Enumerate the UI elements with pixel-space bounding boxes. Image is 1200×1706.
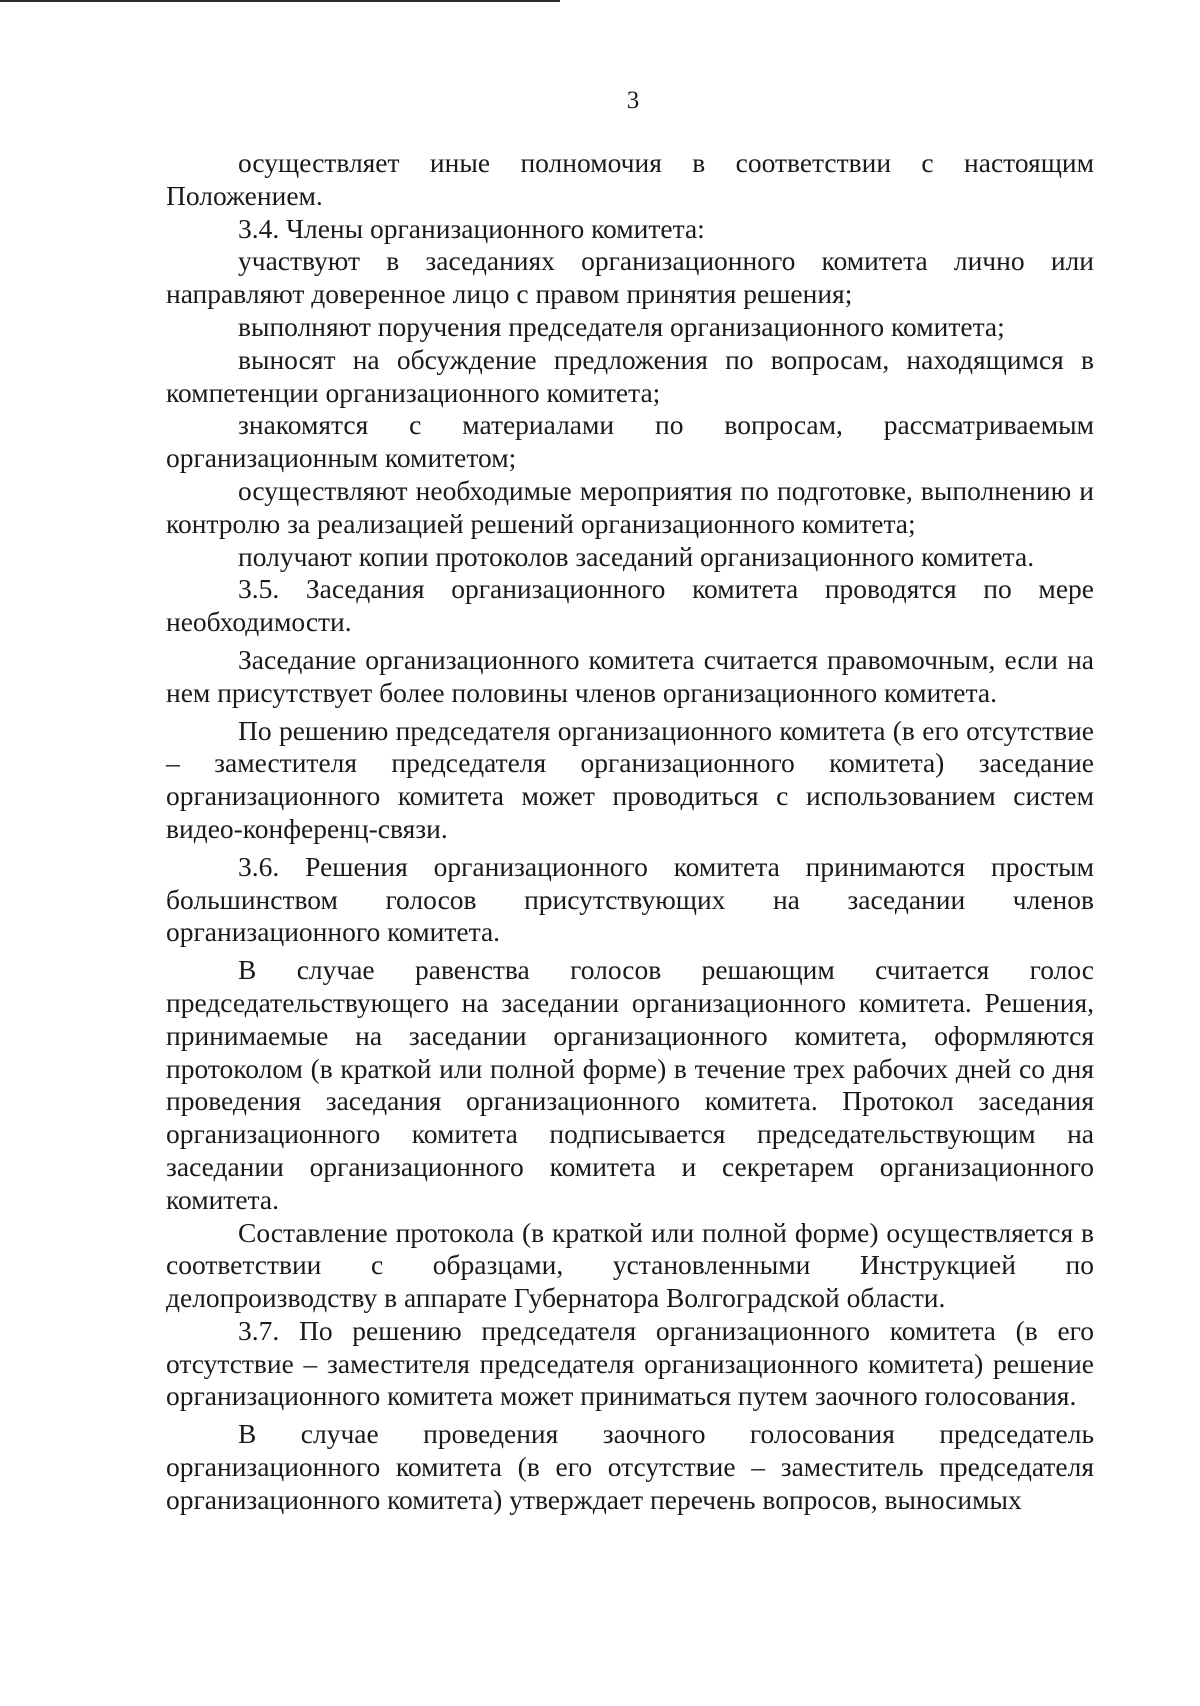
paragraph: 3.5. Заседания организационного комитета проводятся по мере необходимости.	[166, 573, 1094, 638]
paragraph: 3.6. Решения организационного комитета принимаются простым большинством голосов присутствующих на заседании членов организационного комитета.	[166, 850, 1094, 948]
paragraph: 3.4. Члены организационного комитета:	[238, 212, 705, 244]
paragraph: Составление протокола (в краткой или полной форме) осуществляется в соответствии с образцами, установленными Инструкцией по делопроизводству в аппарате Губернатора Волгоградской области.	[166, 1216, 1094, 1314]
paragraph: Заседание организационного комитета считается правомочным, если на нем присутствует более половины членов организационного комитета.	[166, 643, 1094, 708]
paragraph: выносят на обсуждение предложения по вопросам, находящимся в компетенции организационного комитета;	[166, 343, 1094, 408]
paragraph: получают копии протоколов заседаний организационного комитета.	[238, 540, 1035, 572]
paragraph: В случае равенства голосов решающим считается голос председательствующего на заседании организационного комитета. Решения, принимаемые на заседании организационного комитета, оформляются протоколом (в краткой или полной форме) в течение трех рабочих дней со дня проведения заседания организационного комитета. Протокол заседания организационного комитета подписывается председательствующим на заседании организационного комитета и секретарем организационного комитета.	[166, 954, 1094, 1215]
paragraph: знакомятся с материалами по вопросам, рассматриваемым организационным комитетом;	[166, 409, 1094, 474]
paragraph: осуществляют необходимые мероприятия по подготовке, выполнению и контролю за реализацией решений организационного комитета;	[166, 474, 1094, 539]
top-rule	[0, 0, 560, 2]
document-body	[166, 147, 1094, 1517]
paragraph: В случае проведения заочного голосования председатель организационного комитета (в его отсутствие – заместитель председателя организационного комитета) утверждает перечень вопросов, выносимых	[166, 1418, 1094, 1515]
paragraph: 3.7. По решению председателя организационного комитета (в его отсутствие – заместителя председателя организационного комитета) решение организационного комитета может приниматься путем заочного голосования.	[166, 1314, 1094, 1412]
page-number: 3	[626, 87, 640, 114]
paragraph: выполняют поручения председателя организационного комитета;	[238, 310, 1005, 342]
paragraph: осуществляет иные полномочия в соответствии с настоящим Положением.	[166, 147, 1094, 211]
paragraph: По решению председателя организационного комитета (в его отсутствие – заместителя председателя организационного комитета) заседание организационного комитета может проводиться с использованием систем видео-конференц-связи.	[166, 714, 1094, 844]
paragraph: участвуют в заседаниях организационного комитета лично или направляют доверенное лицо с правом принятия решения;	[166, 245, 1094, 310]
